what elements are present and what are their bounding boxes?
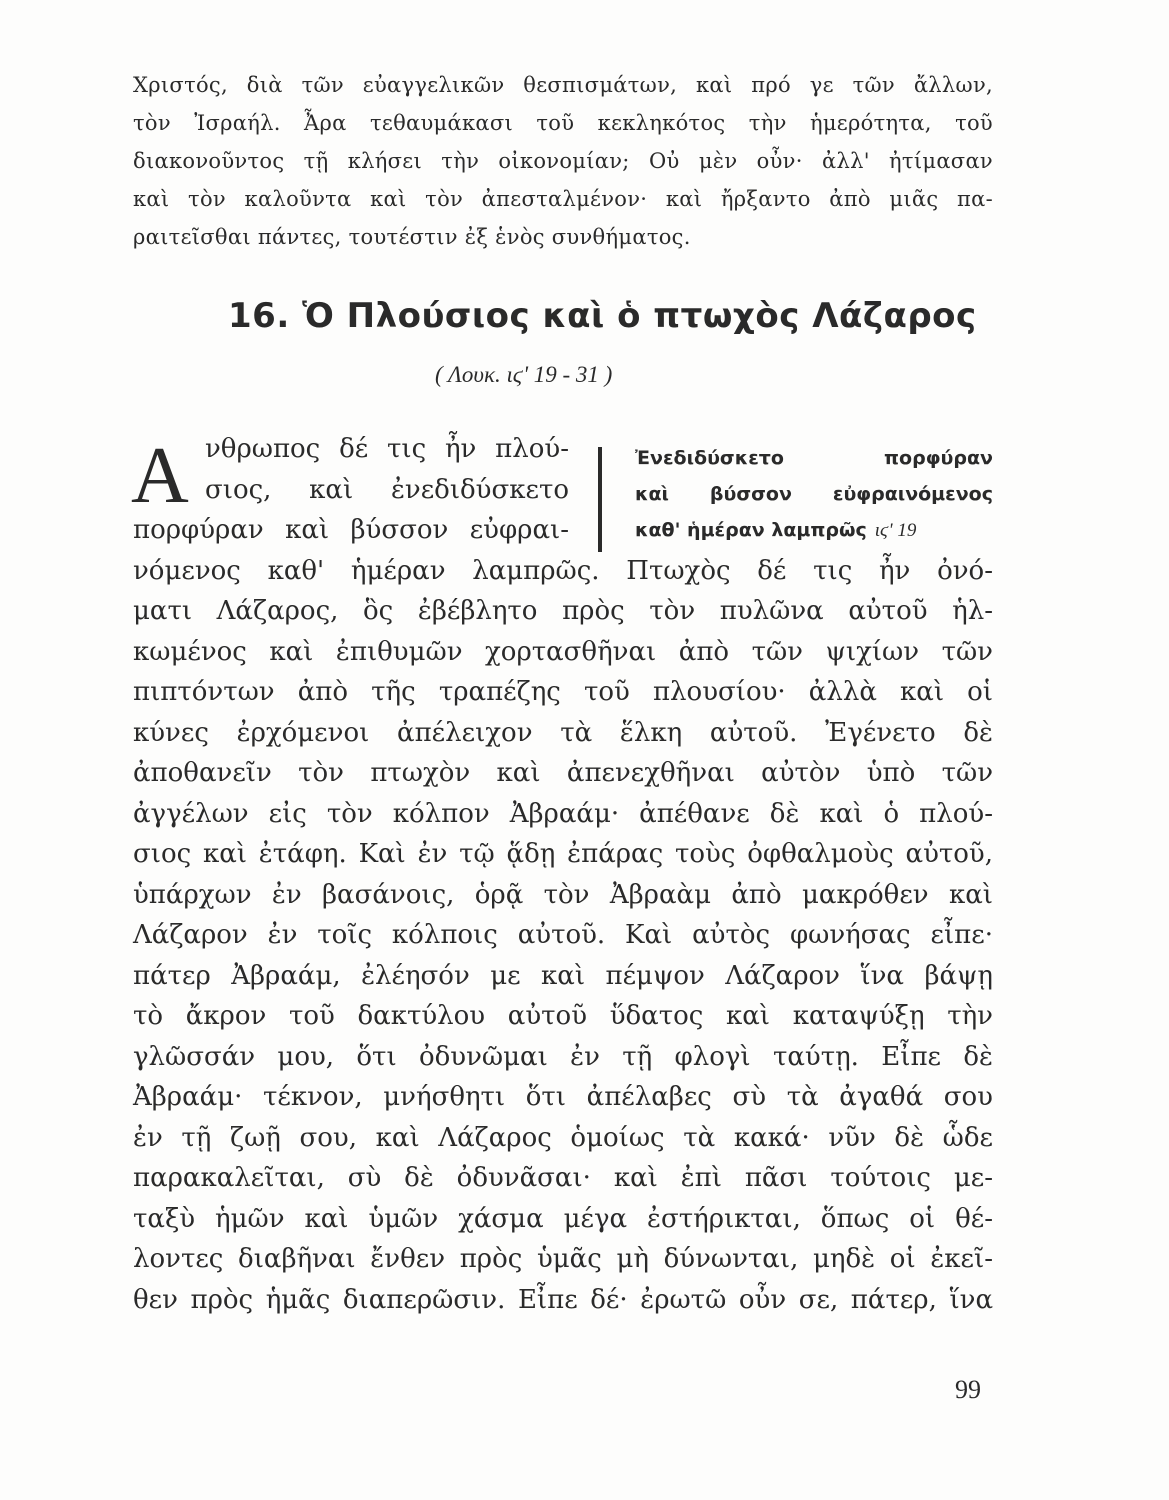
sidebar-verse-ref: ιϛ' 19 [874, 520, 917, 541]
body-line: λοντες διαβῆναι ἔνθεν πρὸς ὑμᾶς μὴ δύνωνται, μηδὲ οἱ ἐκεῖ- [133, 1244, 993, 1274]
body-line: νθρωπος δέ τις ἦν πλού- [205, 434, 569, 464]
drop-cap: Α [131, 432, 189, 520]
intro-line: διακονοῦντος τῇ κλήσει τὴν οἰκονομίαν; Οὐ μὲν οὖν· ἀλλ' ἠτίμασαν [133, 149, 993, 173]
body-line: γλῶσσάν μου, ὅτι ὀδυνῶμαι ἐν τῇ φλογὶ ταύτῃ. Εἶπε δὲ [133, 1041, 993, 1072]
sidebar-line: Ἐνεδιδύσκετο πορφύραν [635, 447, 993, 469]
body-line: ὑπάρχων ἐν βασάνοις, ὁρᾷ τὸν Ἀβραὰμ ἀπὸ μακρόθεν καὶ [133, 879, 993, 910]
sidebar-line: καὶ βύσσον εὐφραινόμενος [635, 483, 993, 505]
body-line: κύνες ἐρχόμενοι ἀπέλειχον τὰ ἕλκη αὐτοῦ. Ἐγένετο δὲ [133, 717, 993, 748]
body-line: ἀποθανεῖν τὸν πτωχὸν καὶ ἀπενεχθῆναι αὐτὸν ὑπὸ τῶν [133, 758, 993, 788]
body-line: νόμενος καθ' ἡμέραν λαμπρῶς. Πτωχὸς δέ τις ἦν ὀνό- [133, 555, 993, 586]
body-line: ἐν τῇ ζωῇ σου, καὶ Λάζαρος ὁμοίως τὰ κακά· νῦν δὲ ὧδε [133, 1122, 993, 1153]
sidebar-line: καθ' ἡμέραν λαμπρῶς [635, 519, 867, 541]
intro-line: τὸν Ἰσραήλ. Ἆρα τεθαυμάκασι τοῦ κεκληκότος τὴν ἡμερότητα, τοῦ [133, 111, 993, 135]
body-line: Λάζαρον ἐν τοῖς κόλποις αὐτοῦ. Καὶ αὐτὸς φωνήσας εἶπε· [133, 920, 993, 950]
body-line: σιος καὶ ἐτάφη. Καὶ ἐν τῷ ᾅδῃ ἐπάρας τοὺς ὀφθαλμοὺς αὐτοῦ, [133, 839, 993, 869]
body-line: πάτερ Ἀβραάμ, ἐλέησόν με καὶ πέμψον Λάζαρον ἵνα βάψῃ [133, 960, 993, 991]
body-line: Ἀβραάμ· τέκνον, μνήσθητι ὅτι ἀπέλαβες σὺ τὰ ἀγαθά σου [133, 1082, 993, 1112]
intro-line: ραιτεῖσθαι πάντες, τουτέστιν ἐξ ἑνὸς συνθήματος. [133, 225, 691, 249]
body-text [133, 429, 993, 1320]
intro-line: καὶ τὸν καλοῦντα καὶ τὸν ἀπεσταλμένον· καὶ ἤρξαντο ἀπὸ μιᾶς πα- [133, 187, 993, 211]
section-title: 16. Ὁ Πλούσιος καὶ ὁ πτωχὸς Λάζαρος [228, 296, 977, 336]
body-line: τὸ ἄκρον τοῦ δακτύλου αὐτοῦ ὕδατος καὶ καταψύξῃ τὴν [133, 1001, 993, 1031]
body-line: κωμένος καὶ ἐπιθυμῶν χορτασθῆναι ἀπὸ τῶν ψιχίων τῶν [133, 636, 993, 667]
scripture-reference: ( Λουκ. ιϛ' 19 - 31 ) [435, 362, 613, 387]
body-line: θεν πρὸς ἡμᾶς διαπερῶσιν. Εἶπε δέ· ἐρωτῶ οὖν σε, πάτερ, ἵνα [133, 1284, 993, 1315]
body-line: πιπτόντων ἀπὸ τῆς τραπέζης τοῦ πλουσίου· ἀλλὰ καὶ οἱ [133, 677, 993, 707]
body-line: ταξὺ ἡμῶν καὶ ὑμῶν χάσμα μέγα ἐστήρικται, ὅπως οἱ θέ- [133, 1203, 993, 1234]
page-number: 99 [955, 1375, 981, 1404]
body-line: σιος, καὶ ἐνεδιδύσκετο [205, 474, 569, 505]
body-line: ματι Λάζαρος, ὃς ἐβέβλητο πρὸς τὸν πυλῶνα αὐτοῦ ἡλ- [133, 596, 993, 626]
body-line: ἀγγέλων εἰς τὸν κόλπον Ἀβραάμ· ἀπέθανε δὲ καὶ ὁ πλού- [133, 798, 993, 829]
body-line: παρακαλεῖται, σὺ δὲ ὀδυνᾶσαι· καὶ ἐπὶ πᾶσι τούτοις με- [133, 1163, 993, 1193]
body-line: πορφύραν καὶ βύσσον εὐφραι- [133, 515, 569, 545]
intro-line: Χριστός, διὰ τῶν εὐαγγελικῶν θεσπισμάτων, καὶ πρό γε τῶν ἄλλων, [133, 73, 993, 97]
intro-paragraph [133, 66, 993, 256]
